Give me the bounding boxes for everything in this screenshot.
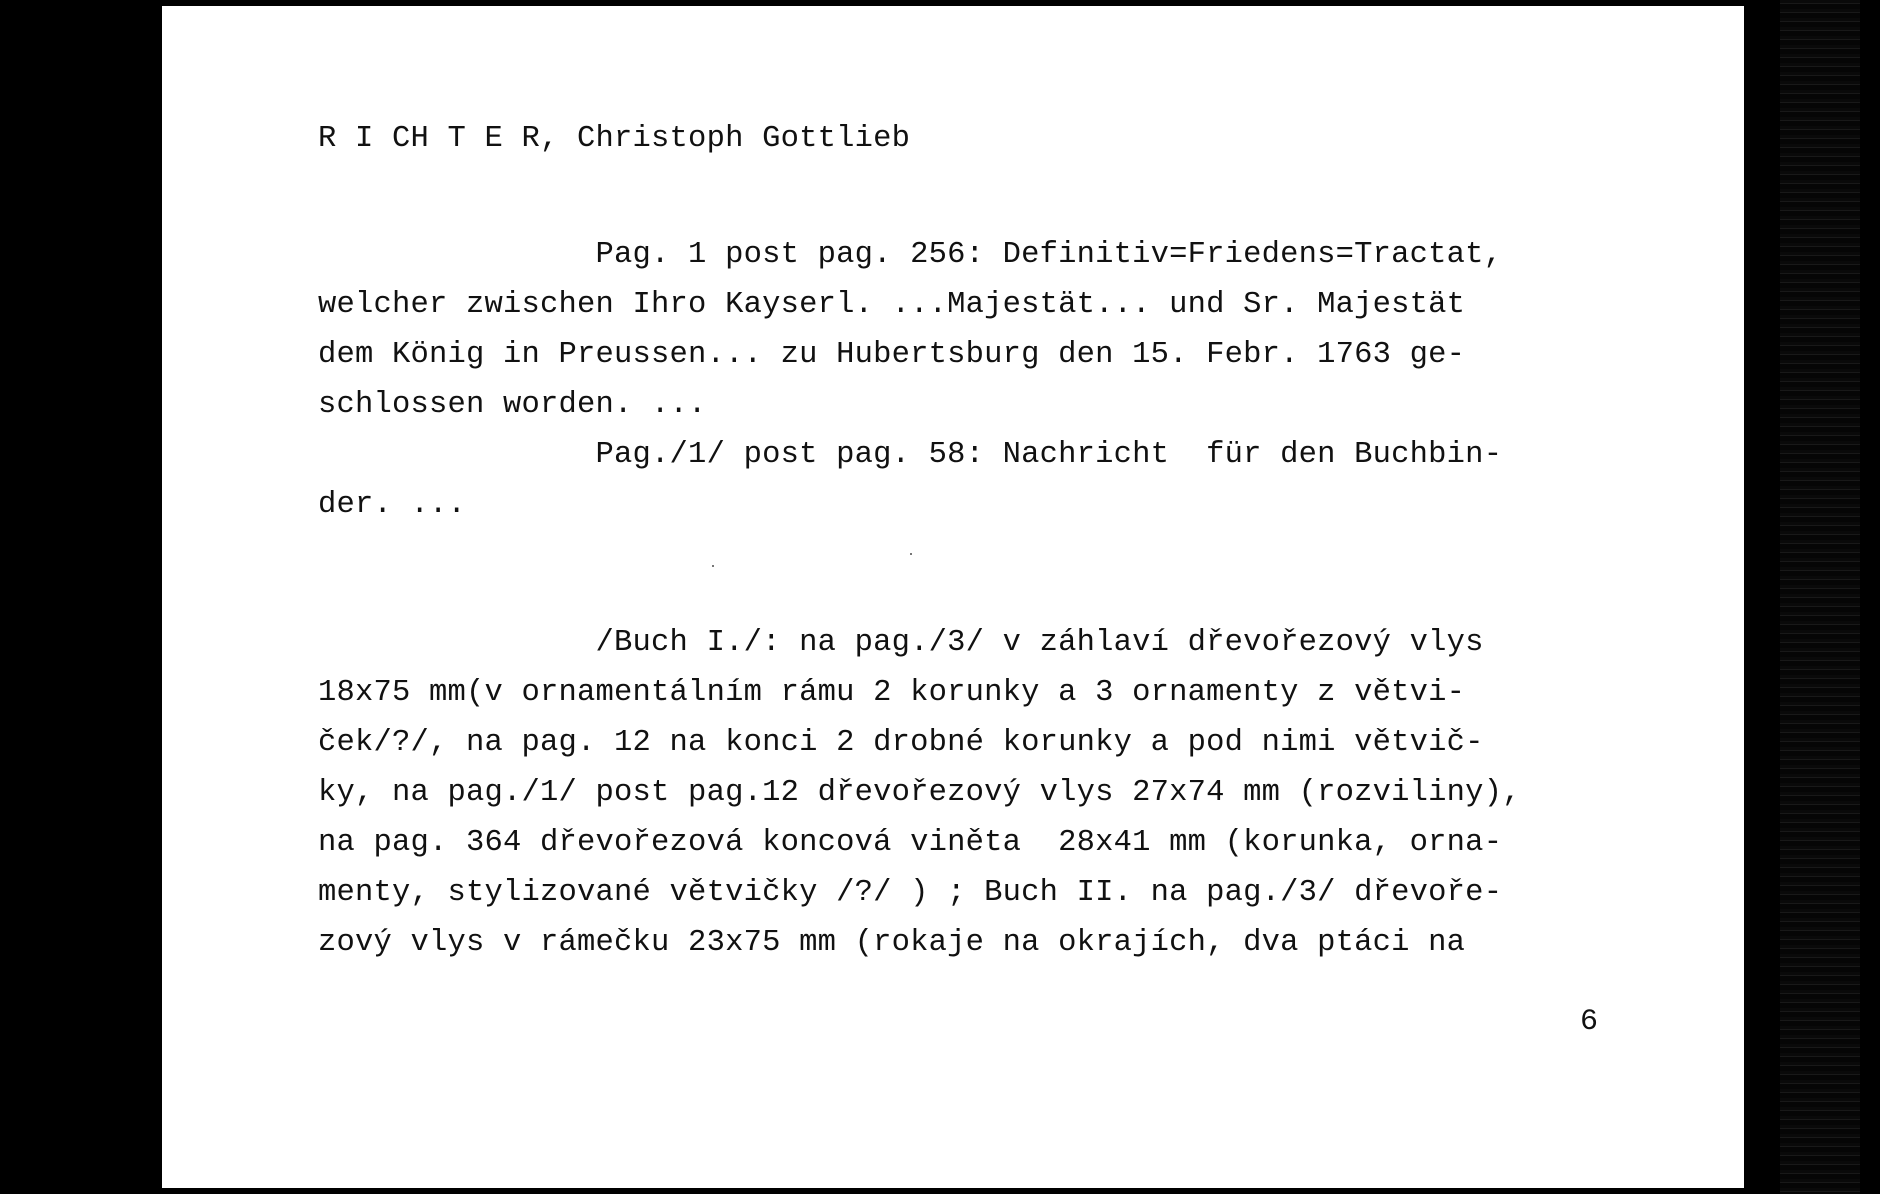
text-line: zový vlys v rámečku 23x75 mm (rokaje na okrajích, dva ptáci na [318, 926, 1466, 960]
text-line: welcher zwischen Ihro Kayserl. ...Majestät... und Sr. Majestät [318, 288, 1466, 322]
text-line: 18x75 mm(v ornamentálním rámu 2 korunky a 3 ornamenty z větvi- [318, 676, 1466, 710]
text-line: der. ... [318, 488, 467, 522]
card-heading: R I CH T E R, Christoph Gottlieb [318, 122, 911, 156]
text-line: ček/?/, na pag. 12 na konci 2 drobné korunky a pod nimi větvič- [318, 726, 1484, 760]
text-line: schlossen worden. ... [318, 388, 707, 422]
page-number: 6 [1580, 1005, 1599, 1039]
speck [712, 565, 714, 567]
text-line: na pag. 364 dřevořezová koncová viněta 28x41 mm (korunka, orna- [318, 826, 1503, 860]
text-line: menty, stylizované větvičky /?/ ) ; Buch II. na pag./3/ dřevoře- [318, 876, 1503, 910]
text-line: /Buch I./: na pag./3/ v záhlaví dřevořezový vlys [318, 626, 1484, 660]
text-line: Pag. 1 post pag. 256: Definitiv=Friedens=Tractat, [318, 238, 1503, 272]
scan-edge [1780, 0, 1860, 1194]
speck [910, 553, 912, 555]
text-line: dem König in Preussen... zu Hubertsburg den 15. Febr. 1763 ge- [318, 338, 1466, 372]
text-line: Pag./1/ post pag. 58: Nachricht für den Buchbin- [318, 438, 1503, 472]
index-card [162, 6, 1744, 1188]
text-line: ky, na pag./1/ post pag.12 dřevořezový vlys 27x74 mm (rozviliny), [318, 776, 1521, 810]
